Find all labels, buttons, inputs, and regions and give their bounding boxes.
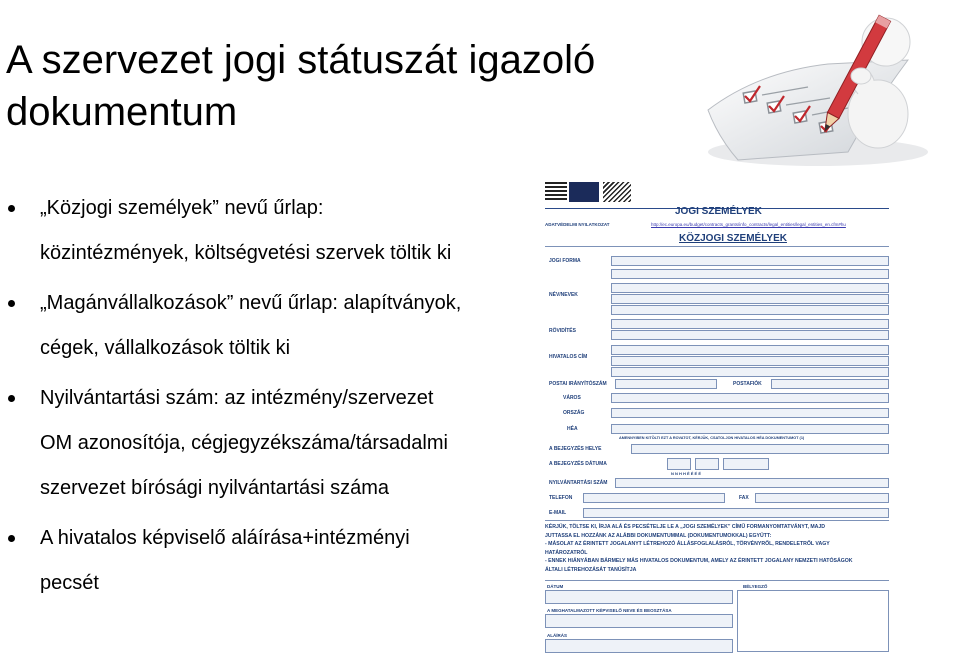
eu-logos [545, 182, 631, 204]
bullet-dot-icon [8, 535, 15, 542]
note-line: - ENNEK HIÁNYÁBAN BÁRMELY MÁS HIVATALOS DOKUMENTUM, AMELY AZ ÉRINTETT JOGALANY NEMZETI HATÓSÁGOK [545, 558, 853, 565]
bullet-text: Nyilvántartási szám: az intézmény/szervezet [40, 387, 434, 409]
bullet-item [0, 281, 530, 371]
label-belyegzo: BÉLYEGZŐ [743, 584, 768, 589]
bullet-dot-icon [8, 205, 15, 212]
bullet-text: A hivatalos képviselő aláírása+intézményi [40, 527, 410, 549]
logo-stripes-icon [545, 182, 567, 202]
label-email: E-MAIL [549, 510, 567, 516]
info-link[interactable]: http://ec.europa.eu/budget/contracts_grants/info_contracts/legal_entities/legal_entities_en.cfm#hu [651, 222, 846, 227]
form-title: JOGI SZEMÉLYEK [675, 206, 762, 217]
label-postafiok: POSTAFIÓK [733, 381, 762, 387]
label-kepviselo: A MEGHATALMAZOTT KÉPVISELŐ NEVE ÉS BEOSZTÁSA [547, 608, 672, 613]
checklist-pencil-figure-icon [698, 2, 956, 172]
note-line: - MÁSOLAT AZ ÉRINTETT JOGALANYT LÉTREHOZÓ ÁLLÁSFOGLALÁSRÓL, TÖRVÉNYRŐL, RENDELETRŐL VAGY [545, 541, 830, 548]
note-line: ÁLTALI LÉTREHOZÁSÁT TANÚSÍTJA [545, 566, 637, 573]
section-rule [545, 520, 889, 521]
bullet-list [0, 186, 530, 606]
label-varos: VÁROS [563, 395, 581, 401]
slide-title-line2: dokumentum [6, 90, 238, 134]
label-nyilvantartasi: NYILVÁNTARTÁSI SZÁM [549, 480, 608, 486]
label-rovidites: RÖVIDÍTÉS [549, 328, 576, 334]
varos-field[interactable] [611, 393, 889, 403]
section-rule [545, 246, 889, 247]
label-fax: FAX [739, 495, 749, 501]
postafiok-field[interactable] [771, 379, 889, 389]
bullet-item [0, 516, 530, 606]
bejegyzes-helye-field[interactable] [631, 444, 889, 454]
date-year-field[interactable] [723, 458, 769, 470]
bullet-text: OM azonosítója, cégjegyzékszáma/társadalmi [40, 432, 448, 454]
eu-flag-icon [569, 182, 599, 202]
label-hea: HÉA [567, 426, 578, 432]
telefon-field[interactable] [583, 493, 725, 503]
hea-note: AMENNYIBEN KITÖLTI EZT A ROVATOT, KÉRJÜK, CSATOLJON HIVATALOS HÉA DOKUMENTUMOT (1) [619, 436, 805, 440]
bullet-text: „Magánvállalkozások” nevű űrlap: alapítványok, [40, 292, 462, 314]
bullet-text: cégek, vállalkozások töltik ki [40, 337, 291, 359]
form-subtitle: KÖZJOGI SZEMÉLYEK [679, 233, 787, 244]
slide-title-line1: A szervezet jogi státuszát igazoló [6, 38, 596, 82]
note-line: JUTTASSA EL HOZZÁNK AZ ALÁBBI DOKUMENTUMMAL (DOKUMENTUMOKKAL) EGYÜTT: [545, 532, 772, 539]
note-line: KÉRJÜK, TÖLTSE KI, ÍRJA ALÁ ÉS PECSÉTELJE LE A „JOGI SZEMÉLYEK” CÍMŰ FORMANYOMTATVÁNYT, MAJD [545, 524, 826, 530]
label-alairas: ALÁÍRÁS [547, 633, 567, 638]
label-hivatalos-cim: HIVATALOS CÍM [549, 354, 588, 360]
rovidites-field-2[interactable] [611, 330, 889, 340]
label-datum: DÁTUM [547, 584, 564, 589]
postai-field[interactable] [615, 379, 717, 389]
bullet-text: szervezet bírósági nyilvántartási száma [40, 477, 390, 499]
fax-field[interactable] [755, 493, 889, 503]
nyilvantartasi-field[interactable] [615, 478, 889, 488]
email-field[interactable] [583, 508, 889, 518]
alairas-field[interactable] [545, 639, 733, 653]
orszag-field[interactable] [611, 408, 889, 418]
bullet-text: „Közjogi személyek” nevű űrlap: [40, 197, 324, 219]
kepviselo-field[interactable] [545, 614, 733, 628]
hivatalos-cim-field-2[interactable] [611, 356, 889, 366]
privacy-notice: ADATVÉDELMI NYILATKOZAT [545, 222, 610, 227]
date-day-field[interactable] [667, 458, 691, 470]
hea-field[interactable] [611, 424, 889, 434]
label-jogi-forma: JOGI FORMA [549, 258, 581, 264]
nev-field-2[interactable] [611, 294, 889, 304]
belyegzo-field[interactable] [737, 590, 889, 652]
date-month-field[interactable] [695, 458, 719, 470]
instructions-note [545, 523, 883, 575]
date-format-hint: N N H H É É É É [671, 471, 702, 476]
label-nev: NÉV/NEVEK [549, 292, 578, 298]
bullet-text: közintézmények, költségvetési szervek töltik ki [40, 242, 452, 264]
nev-field[interactable] [611, 283, 889, 293]
slide-title [6, 34, 696, 138]
bullet-dot-icon [8, 300, 15, 307]
logo-stripes-icon [603, 182, 631, 202]
jogi-forma-field[interactable] [611, 256, 889, 266]
bullet-text: pecsét [40, 572, 99, 594]
label-telefon: TELEFON [549, 495, 573, 501]
section-rule [545, 580, 889, 581]
label-orszag: ORSZÁG [563, 410, 585, 416]
label-bejegyzes-helye: A BEJEGYZÉS HELYE [549, 446, 602, 452]
note-line: HATÁROZATRÓL [545, 549, 588, 556]
rovidites-field[interactable] [611, 319, 889, 329]
hivatalos-cim-field-3[interactable] [611, 367, 889, 377]
legal-entity-form [543, 180, 891, 652]
datum-field[interactable] [545, 590, 733, 604]
label-postai: POSTAI IRÁNYÍTÓSZÁM [549, 381, 607, 387]
bullet-item [0, 376, 530, 511]
bullet-dot-icon [8, 395, 15, 402]
jogi-forma-field-2[interactable] [611, 269, 889, 279]
bullet-item [0, 186, 530, 276]
nev-field-3[interactable] [611, 305, 889, 315]
hivatalos-cim-field[interactable] [611, 345, 889, 355]
label-bejegyzes-datuma: A BEJEGYZÉS DÁTUMA [549, 461, 607, 467]
